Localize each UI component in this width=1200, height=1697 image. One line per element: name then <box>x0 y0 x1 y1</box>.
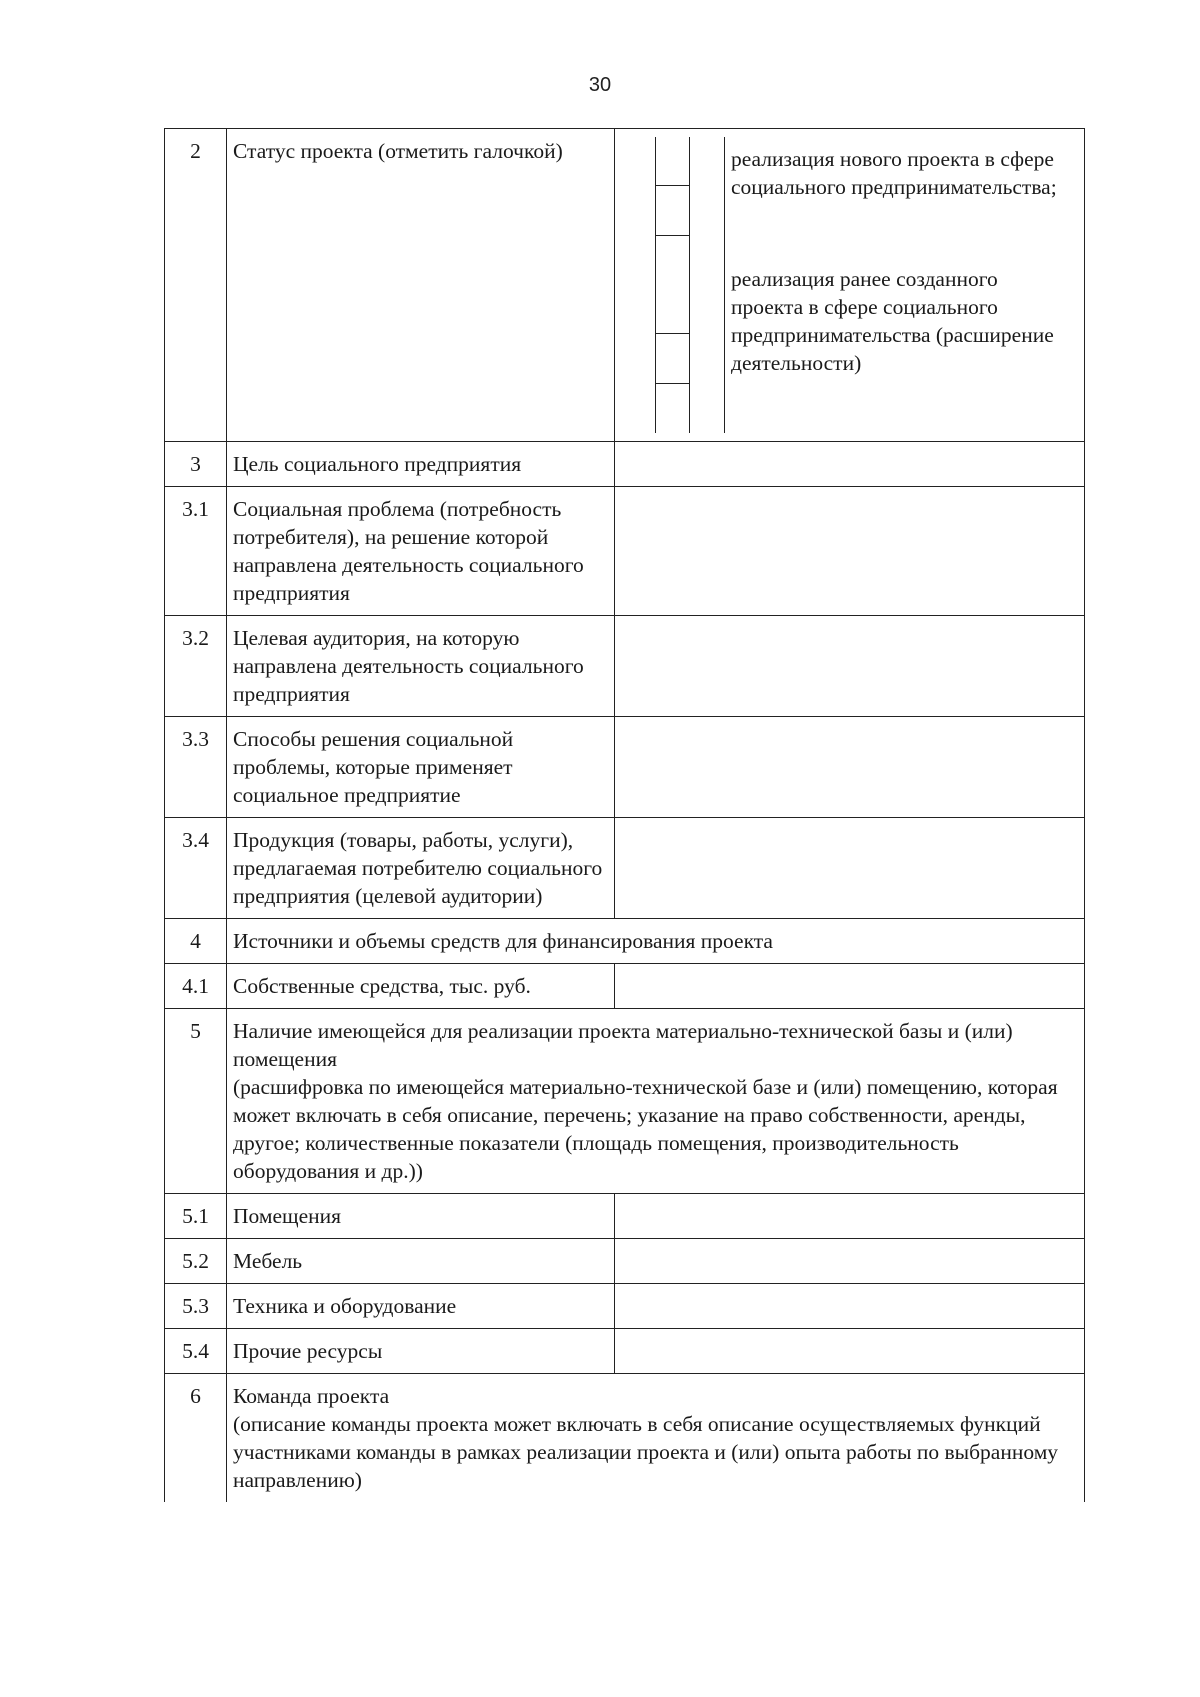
checkbox-grid <box>621 137 725 433</box>
table-row <box>165 818 1085 919</box>
section-note: (расшифровка по имеющейся материально-технической базе и (или) помещению, которая может включать в себя описание, перечень; указание на право собственности, аренды, другое; количественные показатели (площадь помещения, производительность оборудования и др.)) <box>233 1075 1058 1183</box>
table-row <box>165 1194 1085 1239</box>
answer-field-goal[interactable] <box>615 442 1085 487</box>
row-label: Прочие ресурсы <box>227 1329 615 1374</box>
table-row <box>165 487 1085 616</box>
table-row <box>165 442 1085 487</box>
row-number: 5.2 <box>165 1239 227 1284</box>
row-number: 3.4 <box>165 818 227 919</box>
section-note: (описание команды проекта может включать в себя описание осуществляемых функций участниками команды в рамках реализации проекта и (или) опыта работы по выбранному направлению) <box>233 1412 1059 1492</box>
table-row <box>165 717 1085 818</box>
row-label: Продукция (товары, работы, услуги), предлагаемая потребителю социального предприятия (целевой аудитории) <box>227 818 615 919</box>
row-number: 6 <box>165 1374 227 1503</box>
table-row <box>165 1009 1085 1194</box>
row-label: Цель социального предприятия <box>227 442 615 487</box>
row-number: 5.4 <box>165 1329 227 1374</box>
row-number: 2 <box>165 129 227 442</box>
table-row <box>165 1284 1085 1329</box>
answer-field-social-problem[interactable] <box>615 487 1085 616</box>
row-number: 3 <box>165 442 227 487</box>
row-number: 5.3 <box>165 1284 227 1329</box>
row-label: Собственные средства, тыс. руб. <box>227 964 615 1009</box>
table-row <box>165 616 1085 717</box>
answer-field-furniture[interactable] <box>615 1239 1085 1284</box>
section-title: Наличие имеющейся для реализации проекта материально-технической базы и (или) помещения <box>233 1019 1013 1071</box>
table-row <box>165 1239 1085 1284</box>
answer-field-solution-methods[interactable] <box>615 717 1085 818</box>
status-options-cell <box>615 129 1085 442</box>
row-number: 5 <box>165 1009 227 1194</box>
table-row <box>165 1374 1085 1503</box>
answer-field-own-funds[interactable] <box>615 964 1085 1009</box>
answer-field-equipment[interactable] <box>615 1284 1085 1329</box>
row-label: Техника и оборудование <box>227 1284 615 1329</box>
row-label: Целевая аудитория, на которую направлена деятельность социального предприятия <box>227 616 615 717</box>
answer-field-other-resources[interactable] <box>615 1329 1085 1374</box>
section-heading: Источники и объемы средств для финансирования проекта <box>227 919 1085 964</box>
table-row <box>165 1329 1085 1374</box>
row-number: 4.1 <box>165 964 227 1009</box>
row-label: Мебель <box>227 1239 615 1284</box>
row-label: Социальная проблема (потребность потребителя), на решение которой направлена деятельность социального предприятия <box>227 487 615 616</box>
row-number: 3.1 <box>165 487 227 616</box>
row-number: 3.2 <box>165 616 227 717</box>
row-number: 4 <box>165 919 227 964</box>
table-row <box>165 129 1085 442</box>
section-heading <box>227 1374 1085 1503</box>
status-option-existing-project[interactable]: реализация ранее созданного проекта в сфере социального предпринимательства (расширение деятельности) <box>731 267 1054 375</box>
checkbox-column <box>656 137 691 433</box>
section-heading <box>227 1009 1085 1194</box>
page-number: 30 <box>588 74 612 96</box>
row-number: 5.1 <box>165 1194 227 1239</box>
answer-field-target-audience[interactable] <box>615 616 1085 717</box>
row-label: Статус проекта (отметить галочкой) <box>227 129 615 442</box>
row-label: Помещения <box>227 1194 615 1239</box>
answer-field-premises[interactable] <box>615 1194 1085 1239</box>
application-form-table <box>164 128 1085 1502</box>
table-row <box>165 964 1085 1009</box>
row-label: Способы решения социальной проблемы, которые применяет социальное предприятие <box>227 717 615 818</box>
row-number: 3.3 <box>165 717 227 818</box>
section-title: Команда проекта <box>233 1384 390 1408</box>
answer-field-products[interactable] <box>615 818 1085 919</box>
table-row <box>165 919 1085 964</box>
status-option-new-project[interactable]: реализация нового проекта в сфере социального предпринимательства; <box>731 147 1057 199</box>
